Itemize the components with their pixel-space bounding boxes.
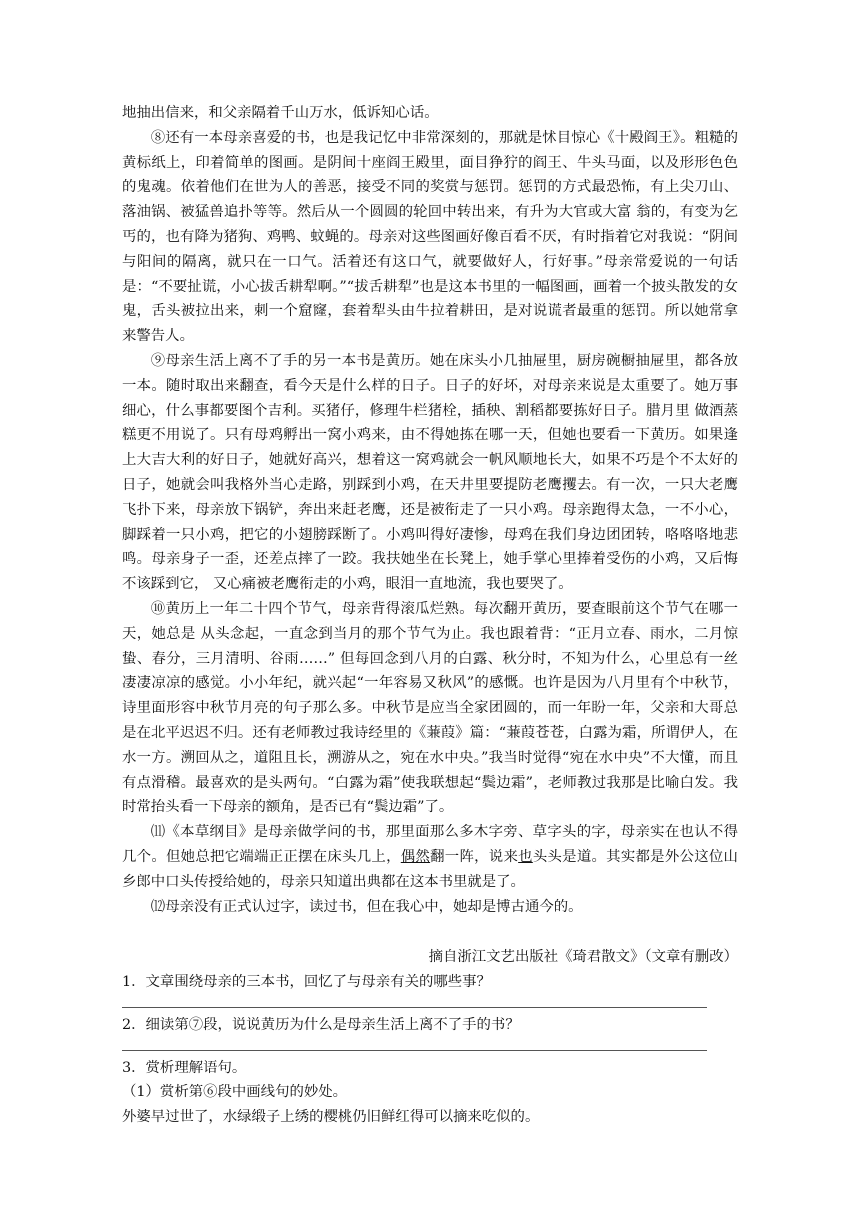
paragraph-11-part-c: 头头是道。其实都是外公这位山乡郎中口头传授给她的，母亲只知道出典都在这本书里就是了。 [122,848,738,890]
paragraph-11-part-b: 翻一阵，说来 [430,848,519,865]
paragraph-10: ⑩黄历上一年二十四个节气，母亲背得滚瓜烂熟。每次翻开黄历，要查眼前这个节气在哪一天，她总是 从头念起，一直念到当月的那个节气为止。我也跟着背：“正月立春、雨水，二月惊蛰、春分，三月清明、谷雨……” 但每回念到八月的白露、秋分时，不知为什么，心里总有一丝凄凄凉凉的感觉。小小年纪，就兴起“一年容易又秋风”的感慨。也许是因为八月里有个中秋节，诗里面形容中秋节月亮的句子那么多。中秋节是应当全家团圆的，而一年盼一年，父亲和大哥总是在北平迟迟不归。还有老师教过我诗经里的《蒹葭》篇：“蒹葭苍苍，白露为霜，所谓伊人，在水一方。溯回从之，道阻且长，溯游从之，宛在水中央。”我当时觉得“宛在水中央”不大懂，而且有点滑稽。最喜欢的是头两句。“白露为霜”使我联想起“鬓边霜”，老师教过我那是比喻白发。我时常抬头看一下母亲的额角，是否已有“鬓边霜”了。 [122,600,738,816]
underlined-word-ye: 也 [518,848,533,865]
question-2: 2．细读第⑦段，说说黄历为什么是母亲生活上离不了手的书？ [122,1016,520,1033]
paragraph-11-part-a: ⑾《本草纲目》是母亲做学问的书，那里面那么多木字旁、草字头的字，母亲实在也认不得几个。但她总把它端端正正摆在床头几上， [122,824,738,865]
source-citation: 摘自浙江文艺出版社《琦君散文》（文章有删改） [428,949,738,966]
question-3-1: （1）赏析第⑥段中画线句的妙处。 [122,1084,348,1101]
paragraph-9: ⑨母亲生活上离不了手的另一本书是黄历。她在床头小几抽屉里，厨房碗橱抽屉里，都各放一本。随时取出来翻查，看今天是什么样的日子。日子的好坏，对母亲来说是太重要了。她万事细心，什么事都要图个吉利。买猪仔，修理牛栏猪栓，插秧、割稻都要拣好日子。腊月里 做酒蒸糕更不用说了。只有母鸡孵出一窝小鸡来，由不得她拣在哪一天，但她也要看一下黄历。如果逢上大吉大利的好日子，她就好高兴，想着这一窝鸡就会一帆风顺地长大，如果不巧是个不太好的日子，她就会叫我格外当心走路，别踩到小鸡，在天井里要提防老鹰攫去。有一次，一只大老鹰飞扑下来，母亲放下锅铲，奔出来赶老鹰，还是被衔走了一只小鸡。母亲跑得太急，一不小心，脚踩着一只小鸡，把它的小翅膀踩断了。小鸡叫得好凄惨，母鸡在我们身边团团转，咯咯咯地悲鸣。母亲身子一歪，还差点摔了一跤。我扶她坐在长凳上，她手掌心里捧着受伤的小鸡，又后悔不该踩到它， 又心痛被老鹰衔走的小鸡，眼泪一直地流，我也要哭了。 [122,352,738,593]
paragraph-12: ⑿母亲没有正式认过字，读过书，但在我心中，她却是博古通今的。 [150,898,583,915]
question-3-1-sentence: 外婆早过世了，水绿缎子上绣的樱桃仍旧鲜红得可以摘来吃似的。 [122,1109,540,1126]
paragraph-7-end: 地抽出信来，和父亲隔着千山万水，低诉知心话。 [122,105,439,121]
paragraph-11 [122,820,738,894]
answer-line-1[interactable] [122,995,707,1008]
question-1: 1．文章围绕母亲的三本书，回忆了与母亲有关的哪些事？ [122,974,491,991]
document-page [122,101,738,1130]
paragraph-8: ⑧还有一本母亲喜爱的书，也是我记忆中非常深刻的，那就是怵目惊心《十殿阎王》。粗糙的黄标纸上，印着简单的图画。是阴间十座阎王殿里，面目狰狞的阎王、牛头马面，以及形形色色的鬼魂。依着他们在世为人的善恶，接受不同的奖赏与惩罚。惩罚的方式最恐怖，有上尖刀山、落油锅、被猛兽追扑等等。然后从一个圆圆的轮回中转出来，有升为大官或大富 翁的，有变为乞丐的，也有降为猪狗、鸡鸭、蚊蝇的。母亲对这些图画好像百看不厌，有时指着它对我说：“阴间与阳间的隔离，就只在一口气。活着还有这口气，就要做好人，行好事。”母亲常爱说的一句话是：“不要扯谎，小心拔舌耕犁啊。”“拔舌耕犁”也是这本书里的一幅图画，画着一个披头散发的女鬼，舌头被拉出来，刺一个窟窿，套着犁头由牛拉着耕田，是对说谎者最重的惩罚。所以她常拿来警告人。 [122,129,738,345]
underlined-word-ouran: 偶然 [400,848,431,865]
question-3: 3．赏析理解语句。 [122,1059,247,1076]
answer-line-2[interactable] [122,1038,707,1051]
